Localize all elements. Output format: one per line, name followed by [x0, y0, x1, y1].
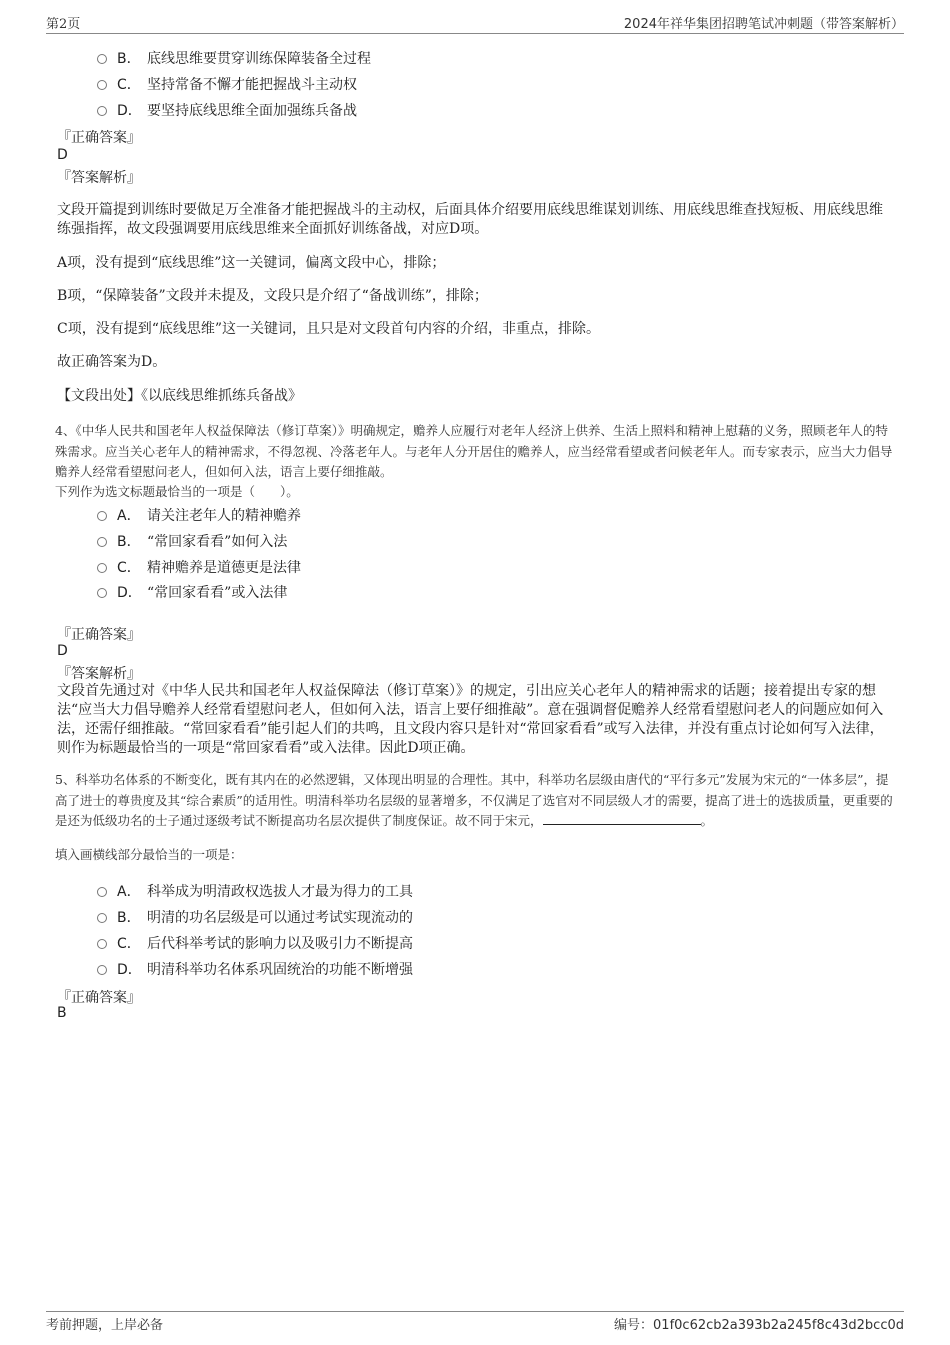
option-text: 明清科举功名体系巩固统治的功能不断增强 — [147, 962, 413, 978]
radio-icon[interactable] — [97, 913, 107, 923]
option-letter: C． — [117, 560, 141, 576]
q4-answer: D — [57, 643, 68, 659]
q4-option-a[interactable] — [97, 505, 301, 525]
option-text: “常回家看看”或入法律 — [147, 585, 288, 601]
q5-stem-end: 。 — [700, 813, 714, 828]
radio-icon[interactable] — [97, 939, 107, 949]
radio-icon[interactable] — [97, 588, 107, 598]
option-letter: B． — [117, 51, 141, 67]
q3-source: 【文段出处】《以底线思维抓练兵备战》 — [57, 388, 302, 404]
option-text: 坚持常备不懈才能把握战斗主动权 — [147, 77, 357, 93]
option-text: 要坚持底线思维全面加强练兵备战 — [147, 103, 357, 119]
code-label: 编号： — [614, 1318, 654, 1333]
option-text: “常回家看看”如何入法 — [147, 534, 288, 550]
q4-option-b[interactable] — [97, 531, 287, 551]
option-letter: D． — [117, 103, 142, 119]
option-letter: D． — [117, 962, 142, 978]
radio-icon[interactable] — [97, 80, 107, 90]
radio-icon[interactable] — [97, 563, 107, 573]
option-text: 底线思维要贯穿训练保障装备全过程 — [147, 51, 371, 67]
footer-divider — [46, 1311, 904, 1312]
option-text: 后代科举考试的影响力以及吸引力不断提高 — [147, 936, 413, 952]
q4-answer-label: 『正确答案』 — [57, 627, 141, 643]
page-number: 第2页 — [46, 17, 81, 32]
q3-analysis-main: 文段开篇提到训练时要做足万全准备才能把握战斗的主动权，后面具体介绍要用底线思维谋划训练、用底线思维查找短板、用底线思维练强指挥，故文段强调要用底线思维来全面抓好训练备战，对应D项。 — [57, 202, 883, 237]
header-divider — [46, 33, 904, 34]
q4-analysis-label: 『答案解析』 — [57, 666, 141, 682]
q4-question: 下列作为选文标题最恰当的一项是（ ）。 — [55, 484, 299, 499]
radio-icon[interactable] — [97, 511, 107, 521]
q4-analysis: 文段首先通过对《中华人民共和国老年人权益保障法（修订草案）》的规定，引出应关心老年人的精神需求的话题；接着提出专家的想法“应当大力倡导赡养人经常看望慰问老人，但如何入法，语言上要仔细推敲”。意在强调督促赡养人经常看望慰问老人的问题应如何入法，还需仔细推敲。“常回家看看”能引起人们的共鸣，且文段内容只是针对“常回家看看”或写入法律，并没有重点讨论如何写入法律，则作为标题最恰当的一项是“常回家看看”或入法律。因此D项正确。 — [57, 683, 884, 756]
footer-slogan: 考前押题，上岸必备 — [46, 1318, 164, 1333]
q5-answer: B — [57, 1005, 67, 1021]
radio-icon[interactable] — [97, 537, 107, 547]
q3-answer: D — [57, 147, 68, 163]
radio-icon[interactable] — [97, 106, 107, 116]
option-letter: D． — [117, 585, 142, 601]
q3-analysis-c: C项，没有提到“底线思维”这一关键词，且只是对文段首句内容的介绍，非重点，排除。 — [57, 321, 601, 337]
q5-stem-text: 5、科举功名体系的不断变化，既有其内在的必然逻辑，又体现出明显的合理性。其中，科举功名层级由唐代的“平行多元”发展为宋元的“一体多层”，提高了进士的尊贵度及其“综合素质”的适用性。明清科举功名层级的显著增多，不仅满足了选官对不同层级人才的需要，提高了进士的选拔质量，更重要的是还为低级功名的士子通过逐级考试不断提高功名层次提供了制度保证。故不同于宋元， — [55, 772, 893, 828]
option-letter: A． — [117, 884, 141, 900]
option-text: 明清的功名层级是可以通过考试实现流动的 — [147, 910, 413, 926]
q4-option-d[interactable] — [97, 582, 287, 602]
document-title: 2024年祥华集团招聘笔试冲刺题（带答案解析） — [623, 17, 904, 32]
q5-option-b[interactable] — [97, 907, 413, 927]
option-text: 精神赡养是道德更是法律 — [147, 560, 301, 576]
q4-option-c[interactable] — [97, 557, 301, 577]
q3-option-c[interactable] — [97, 74, 357, 94]
q3-option-b[interactable] — [97, 48, 371, 68]
option-text: 请关注老年人的精神赡养 — [147, 508, 301, 524]
q3-answer-label: 『正确答案』 — [57, 130, 141, 146]
option-letter: B． — [117, 910, 141, 926]
q5-option-a[interactable] — [97, 881, 413, 901]
fill-blank — [543, 812, 701, 825]
option-letter: A． — [117, 508, 141, 524]
q3-analysis-conclusion: 故正确答案为D。 — [57, 354, 167, 370]
q3-analysis-b: B项，“保障装备”文段并未提及，文段只是介绍了“备战训练”，排除； — [57, 288, 488, 304]
radio-icon[interactable] — [97, 54, 107, 64]
code-value: 01f0c62cb2a393b2a245f8c43d2bcc0d — [653, 1318, 904, 1333]
q5-stem — [55, 770, 900, 832]
radio-icon[interactable] — [97, 965, 107, 975]
option-letter: C． — [117, 936, 141, 952]
q5-option-c[interactable] — [97, 933, 413, 953]
q5-answer-label: 『正确答案』 — [57, 990, 141, 1006]
option-letter: B． — [117, 534, 141, 550]
q3-analysis-label: 『答案解析』 — [57, 170, 141, 186]
q4-stem: 4、《中华人民共和国老年人权益保障法（修订草案）》明确规定，赡养人应履行对老年人经济上供养、生活上照料和精神上慰藉的义务，照顾老年人的特殊需求。应当关心老年人的精神需求，不得忽视、冷落老年人。与老年人分开居住的赡养人，应当经常看望或者问候老年人。而专家表示，应当大力倡导赡养人经常看望慰问老人，但如何入法，语言上要仔细推敲。 — [55, 423, 893, 479]
document-code — [614, 1314, 904, 1333]
option-text: 科举成为明清政权选拔人才最为得力的工具 — [147, 884, 413, 900]
radio-icon[interactable] — [97, 887, 107, 897]
q5-option-d[interactable] — [97, 959, 413, 979]
option-letter: C． — [117, 77, 141, 93]
q5-question: 填入画横线部分最恰当的一项是： — [55, 847, 243, 862]
q3-analysis-a: A项，没有提到“底线思维”这一关键词，偏离文段中心，排除； — [57, 255, 446, 271]
q3-option-d[interactable] — [97, 100, 357, 120]
